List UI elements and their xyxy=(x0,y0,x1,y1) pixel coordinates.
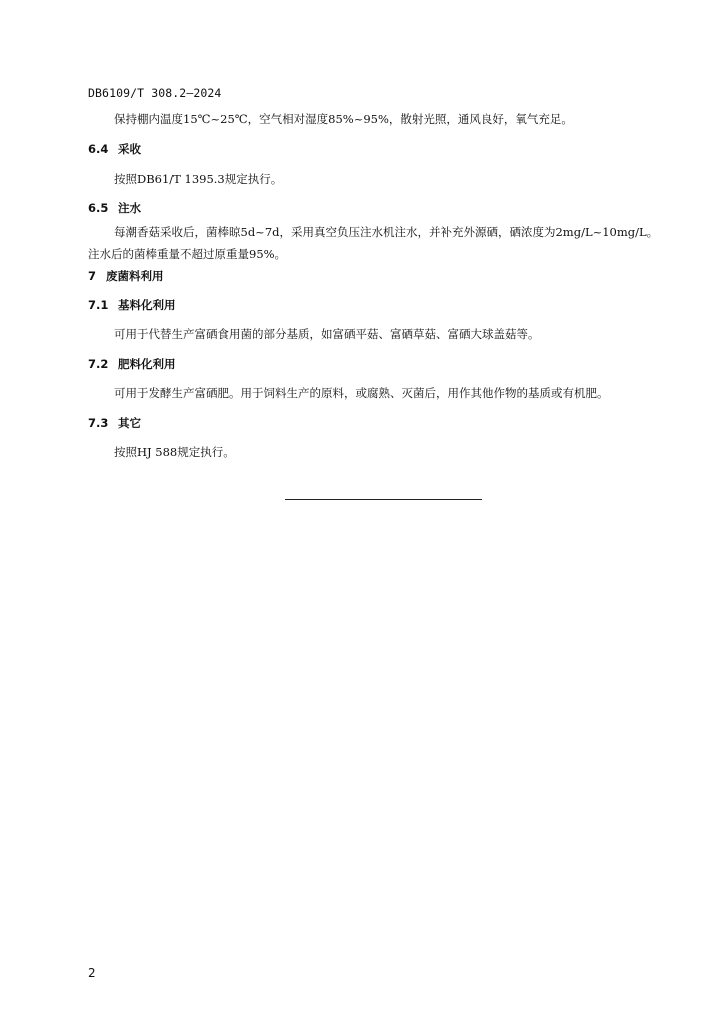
section-number: 6.5 xyxy=(88,201,109,215)
section-7-heading xyxy=(88,268,164,284)
section-number: 7 xyxy=(88,269,97,283)
section-number: 7.1 xyxy=(88,298,109,312)
end-of-document-rule xyxy=(285,499,482,500)
section-title: 采收 xyxy=(118,142,141,156)
section-7-2-heading xyxy=(88,356,176,372)
section-title: 基料化利用 xyxy=(118,298,176,312)
section-7-3-paragraph: 按照HJ 588规定执行。 xyxy=(114,445,235,459)
section-title: 废菌料利用 xyxy=(106,269,164,283)
standard-code-header: DB6109/T 308.2—2024 xyxy=(88,86,222,100)
section-number: 6.4 xyxy=(88,142,109,156)
section-6-5-paragraph: 每潮香菇采收后，菌棒晾5d~7d，采用真空负压注水机注水，并补充外源硒，硒浓度为2mg/L~10mg/L。注水后的菌棒重量不超过原重量95%。 xyxy=(88,225,659,261)
section-6-4-heading xyxy=(88,141,141,157)
section-7-1-paragraph: 可用于代替生产富硒食用菌的部分基质，如富硒平菇、富硒草菇、富硒大球盖菇等。 xyxy=(114,327,540,341)
section-6-5-heading xyxy=(88,200,141,216)
section-number: 7.3 xyxy=(88,416,109,430)
section-7-1-heading xyxy=(88,297,176,313)
page-number: 2 xyxy=(88,966,96,980)
section-6-3-paragraph: 保持棚内温度15℃~25℃，空气相对湿度85%~95%，散射光照，通风良好，氧气充足。 xyxy=(114,112,573,126)
section-7-2-paragraph: 可用于发酵生产富硒肥。用于饲料生产的原料，或腐熟、灭菌后，用作其他作物的基质或有机肥。 xyxy=(114,386,609,400)
section-number: 7.2 xyxy=(88,357,109,371)
section-title: 注水 xyxy=(118,201,141,215)
section-title: 其它 xyxy=(118,416,141,430)
section-7-3-heading xyxy=(88,415,141,431)
section-title: 肥料化利用 xyxy=(118,357,176,371)
section-6-4-paragraph: 按照DB61/T 1395.3规定执行。 xyxy=(114,172,283,186)
